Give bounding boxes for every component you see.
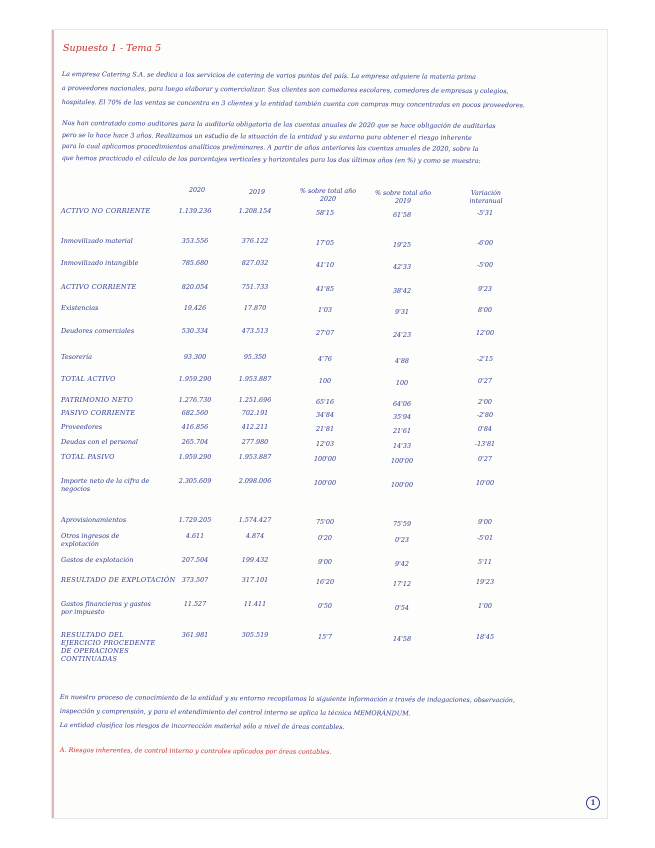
row-value-variation: -13'81 — [474, 440, 496, 448]
row-value-pct-2020: 75'00 — [315, 518, 335, 526]
table-row — [0, 259, 655, 277]
row-value-pct-2020: 65'16 — [315, 398, 335, 406]
row-value-2020: 4.611 — [185, 532, 205, 540]
row-value-2020: 373.507 — [181, 576, 209, 584]
row-value-2020: 93.300 — [183, 353, 207, 361]
context-line: pero se lo hace hace 3 años. Realizamos un estudio de la situación de la entidad y su entorno para obtener el riesgo inherente — [61, 130, 472, 142]
row-value-pct-2019: 0'54 — [395, 604, 409, 612]
closing-line: En nuestro proceso de conocimiento de la entidad y su entorno recopilamos la siguiente información a través de indagaciones, observación, — [59, 692, 515, 705]
row-label: Inmovilizado material — [61, 237, 133, 245]
row-label: Otros ingresos de explotación — [61, 532, 120, 548]
table-row — [0, 207, 655, 225]
row-label: Deudores comerciales — [61, 327, 135, 335]
row-label: Gastos de explotación — [61, 556, 134, 564]
table-row — [0, 477, 655, 495]
row-value-2020: 785.680 — [181, 259, 209, 267]
intro-line: hospitales. El 70% de las ventas se concentra en 3 clientes y la entidad también cuenta con compras muy concentradas en pocos proveedores. — [61, 97, 526, 110]
context-paragraph — [62, 118, 496, 167]
row-value-2019: 277.980 — [241, 438, 269, 446]
row-value-variation: 12'00 — [475, 329, 495, 337]
row-value-2019: 412.211 — [241, 423, 269, 431]
row-value-pct-2019: 35'94 — [392, 413, 412, 421]
row-value-pct-2019: 100'00 — [390, 481, 414, 489]
table-row — [0, 237, 655, 255]
row-label: RESULTADO DE EXPLOTACIÓN — [61, 576, 176, 584]
row-value-pct-2019: 9'42 — [395, 560, 409, 568]
row-label: Gastos financieros y gastos por impuesto — [61, 600, 151, 616]
row-label: ACTIVO CORRIENTE — [61, 283, 137, 291]
table-row — [0, 556, 655, 574]
row-value-pct-2019: 75'59 — [392, 520, 412, 528]
row-value-2019: 199.432 — [241, 556, 269, 564]
row-value-2019: 2.098.006 — [238, 477, 272, 485]
row-value-pct-2019: 0'23 — [395, 536, 409, 544]
row-value-2019: 1.251.696 — [238, 396, 272, 404]
col-header-pct-2020: % sobre total año 2020 — [300, 188, 356, 203]
closing-line: inspección y comprensión, y para el entendimiento del control interno se aplica la técnica MEMORÁNDUM. — [59, 706, 411, 718]
row-value-pct-2020: 100 — [318, 377, 332, 385]
row-value-pct-2020: 27'07 — [315, 329, 335, 337]
row-value-2020: 1.139.236 — [178, 207, 212, 215]
col-header-pct-2019: % sobre total año 2019 — [375, 190, 431, 205]
row-label: TOTAL ACTIVO — [61, 375, 116, 383]
closing-paragraph — [60, 690, 515, 735]
intro-paragraph — [62, 67, 526, 112]
row-value-2020: 19.426 — [183, 304, 207, 312]
row-value-2020: 1.276.730 — [178, 396, 212, 404]
row-value-variation: 9'23 — [478, 285, 492, 293]
row-value-variation: 9'00 — [478, 518, 492, 526]
table-row — [0, 353, 655, 371]
row-label: Tesorería — [61, 353, 92, 361]
row-value-2020: 1.959.290 — [178, 375, 212, 383]
row-value-pct-2019: 4'88 — [395, 357, 409, 365]
row-label: PATRIMONIO NETO — [61, 396, 134, 404]
row-value-variation: 5'11 — [478, 558, 492, 566]
table-row — [0, 327, 655, 345]
row-value-2019: 11.411 — [243, 600, 267, 608]
table-row — [0, 532, 655, 550]
row-value-2019: 317.101 — [241, 576, 269, 584]
document-title: Supuesto 1 - Tema 5 — [63, 43, 162, 54]
row-value-pct-2020: 100'00 — [313, 479, 337, 487]
section-heading-a: A. Riesgos inherentes, de control interno y controles aplicados por áreas contables. — [59, 745, 332, 756]
row-value-pct-2019: 38'42 — [392, 287, 412, 295]
row-value-2019: 1.208.154 — [238, 207, 272, 215]
row-value-pct-2019: 100'00 — [390, 457, 414, 465]
row-value-pct-2020: 0'20 — [318, 534, 332, 542]
row-value-pct-2020: 58'15 — [315, 209, 335, 217]
row-value-2019: 1.953.887 — [238, 375, 272, 383]
row-value-pct-2019: 100 — [395, 379, 409, 387]
row-value-2019: 702.191 — [241, 409, 269, 417]
table-row — [0, 631, 655, 663]
context-line: que hemos practicado el cálculo de los porcentajes verticales y horizontales para los dos últimos años (en %) y como se muestra: — [61, 153, 481, 165]
row-value-2019: 376.122 — [241, 237, 269, 245]
table-row — [0, 453, 655, 471]
row-value-variation: 19'23 — [475, 578, 495, 586]
row-value-2019: 827.032 — [241, 259, 269, 267]
row-value-variation: -5'00 — [476, 261, 494, 269]
row-value-pct-2019: 19'25 — [392, 241, 412, 249]
row-value-pct-2019: 61'58 — [392, 211, 412, 219]
row-value-variation: 0'84 — [478, 425, 492, 433]
row-value-2020: 1.729.205 — [178, 516, 212, 524]
row-label: PASIVO CORRIENTE — [61, 409, 136, 417]
col-header-2019: 2019 — [248, 189, 266, 196]
row-value-pct-2019: 9'31 — [395, 308, 409, 316]
row-value-pct-2020: 34'84 — [315, 411, 335, 419]
col-header-2020: 2020 — [188, 187, 206, 194]
row-value-variation: 2'00 — [478, 398, 492, 406]
page-number: 1 — [586, 796, 600, 810]
table-row — [0, 375, 655, 393]
row-value-pct-2020: 17'05 — [315, 239, 335, 247]
row-value-pct-2020: 12'03 — [315, 440, 335, 448]
context-line: para lo cual aplicamos procedimientos analíticos preliminares. A partir de años anteriores las cuentas anuales de 2020, sobre la — [61, 141, 479, 153]
row-value-pct-2019: 24'23 — [392, 331, 412, 339]
row-value-variation: -6'00 — [476, 239, 494, 247]
row-label: TOTAL PASIVO — [61, 453, 115, 461]
table-row — [0, 283, 655, 301]
row-value-variation: 8'00 — [478, 306, 492, 314]
table-row — [0, 576, 655, 594]
row-value-pct-2020: 41'10 — [315, 261, 335, 269]
row-value-2019: 1.574.427 — [238, 516, 272, 524]
row-label: Existencias — [61, 304, 99, 312]
row-value-pct-2019: 14'33 — [392, 442, 412, 450]
row-value-variation: -5'01 — [476, 534, 494, 542]
row-value-2020: 2.305.609 — [178, 477, 212, 485]
row-value-pct-2020: 9'00 — [318, 558, 332, 566]
table-row — [0, 600, 655, 618]
context-line: Nos han contratado como auditores para la auditoría obligatoria de las cuentas anuales de 2020 que se hace obligación de auditarlas — [61, 118, 496, 131]
row-value-variation: -2'80 — [476, 411, 494, 419]
row-label: ACTIVO NO CORRIENTE — [61, 207, 151, 215]
col-header-variation: Variación interanual — [469, 190, 503, 205]
row-value-2019: 95.350 — [243, 353, 267, 361]
row-value-pct-2020: 0'50 — [318, 602, 332, 610]
row-value-pct-2019: 14'58 — [392, 635, 412, 643]
row-value-2020: 207.504 — [181, 556, 209, 564]
row-value-2020: 361.981 — [181, 631, 209, 639]
row-value-2019: 305.519 — [241, 631, 269, 639]
row-value-2020: 1.959.290 — [178, 453, 212, 461]
row-value-variation: 1'00 — [478, 602, 492, 610]
row-value-2020: 353.556 — [181, 237, 209, 245]
row-value-pct-2020: 15'7 — [318, 633, 332, 641]
row-value-variation: 18'45 — [475, 633, 495, 641]
row-value-2019: 751.733 — [241, 283, 269, 291]
row-value-pct-2020: 41'85 — [315, 285, 335, 293]
row-value-2019: 4.874 — [245, 532, 265, 540]
row-value-pct-2020: 100'00 — [313, 455, 337, 463]
row-value-pct-2019: 21'61 — [392, 427, 412, 435]
row-value-2019: 473.513 — [241, 327, 269, 335]
row-value-variation: -5'31 — [476, 209, 494, 217]
row-value-variation: 10'00 — [475, 479, 495, 487]
row-value-pct-2020: 1'03 — [318, 306, 332, 314]
table-row — [0, 304, 655, 322]
row-label: Inmovilizado intangible — [61, 259, 139, 267]
row-value-2020: 416.856 — [181, 423, 209, 431]
row-value-2020: 530.334 — [181, 327, 209, 335]
row-value-2020: 11.527 — [183, 600, 207, 608]
row-value-2020: 265.704 — [181, 438, 209, 446]
row-value-2019: 17.870 — [243, 304, 267, 312]
row-value-pct-2019: 64'06 — [392, 400, 412, 408]
row-value-variation: 0'27 — [478, 455, 492, 463]
intro-line: La empresa Catering S.A. se dedica a los servicios de catering de varios puntos del país. La empresa adquiere la materia prima — [61, 69, 477, 81]
row-value-pct-2020: 21'81 — [315, 425, 335, 433]
row-value-pct-2019: 42'33 — [392, 263, 412, 271]
closing-line: La entidad clasifica los riesgos de incorrección material sólo a nivel de áreas contables. — [59, 720, 345, 731]
row-value-2020: 682.560 — [181, 409, 209, 417]
row-value-variation: 0'27 — [478, 377, 492, 385]
row-value-variation: -2'15 — [476, 355, 494, 363]
row-label: Deudas con el personal — [61, 438, 138, 446]
row-value-pct-2020: 4'76 — [318, 355, 332, 363]
row-value-2020: 820.054 — [181, 283, 209, 291]
row-label: Proveedores — [61, 423, 103, 431]
row-label: RESULTADO DEL EJERCICIO PROCEDENTE DE OPERACIONES CONTINUADAS — [61, 631, 156, 663]
intro-line: a proveedores nacionales, para luego elaborar y comercializar. Sus clientes son comedores escolares, comedores de empresas y colegios, — [61, 83, 509, 96]
row-label: Aprovisionamientos — [61, 516, 127, 524]
row-value-2019: 1.953.887 — [238, 453, 272, 461]
row-value-pct-2019: 17'12 — [392, 580, 412, 588]
row-value-pct-2020: 16'20 — [315, 578, 335, 586]
row-label: Importe neto de la cifra de negocios — [61, 477, 150, 493]
